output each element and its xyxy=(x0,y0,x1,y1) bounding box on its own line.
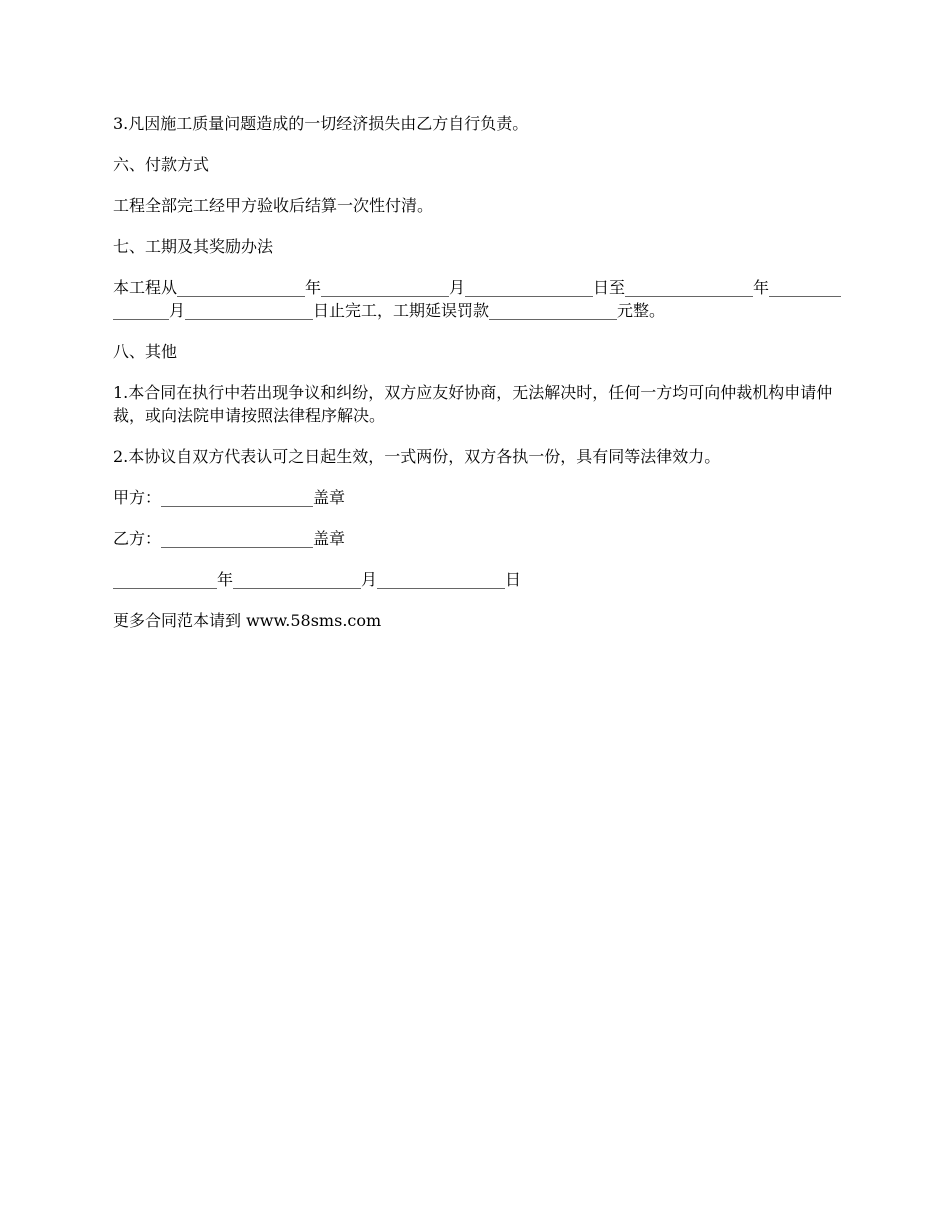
quality-loss-clause: 3.凡因施工质量问题造成的一切经济损失由乙方自行负责。 xyxy=(113,114,529,133)
party-a-signature-line: 甲方：___________________盖章 xyxy=(113,488,346,507)
contract-page xyxy=(113,112,841,650)
payment-method-heading: 六、付款方式 xyxy=(113,155,210,174)
dispute-resolution-clause: 1.本合同在执行中若出现争议和纠纷，双方应友好协商，无法解决时，任何一方均可向仲裁机构申请仲裁，或向法院申请按照法律程序解决。 xyxy=(113,383,833,425)
footer-note: 更多合同范本请到 www.58sms.com xyxy=(113,611,382,630)
party-b-signature-line: 乙方：___________________盖章 xyxy=(113,529,346,548)
other-terms-heading: 八、其他 xyxy=(113,342,178,361)
schedule-reward-text: 本工程从________________年________________月________________日至________________年________________月________________日止完工，工期延误罚款________________元整。 xyxy=(113,278,842,320)
date-line: _____________年________________月________________日 xyxy=(113,570,522,589)
payment-method-text: 工程全部完工经甲方验收后结算一次性付清。 xyxy=(113,196,434,215)
schedule-reward-heading: 七、工期及其奖励办法 xyxy=(113,237,274,256)
effectiveness-clause: 2.本协议自双方代表认可之日起生效，一式两份，双方各执一份，具有同等法律效力。 xyxy=(113,447,721,466)
